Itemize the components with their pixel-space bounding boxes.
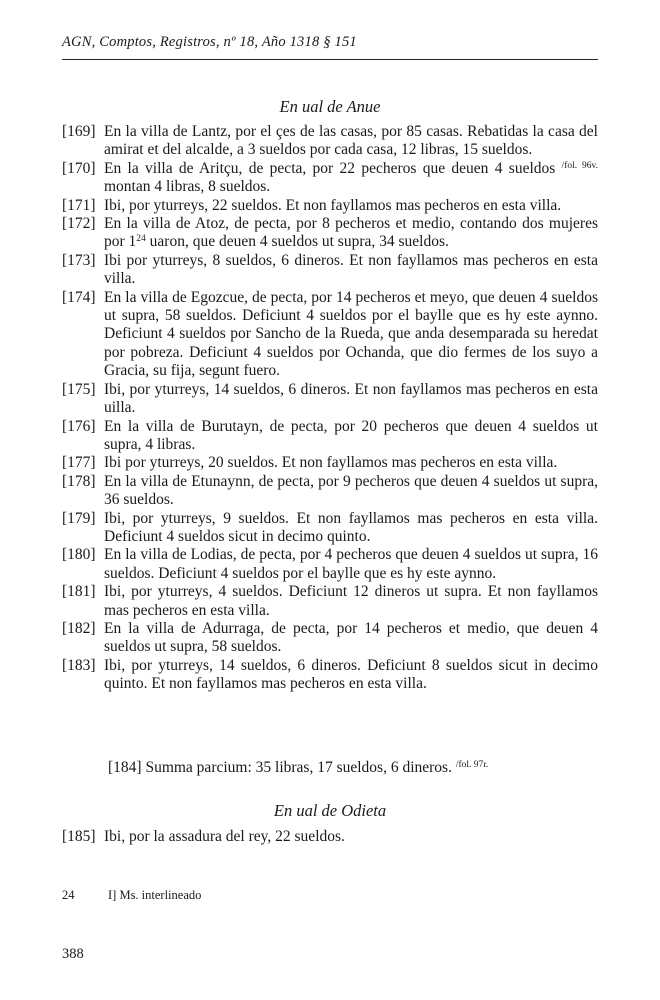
entry-170 (62, 160, 598, 197)
entries-list (62, 123, 598, 694)
entry-number: [171] (62, 196, 96, 214)
footnote-number: 24 (62, 888, 75, 902)
entry-179 (62, 510, 598, 547)
entry-text: Ibi, por yturreys, 4 sueldos. Deficiunt 12 dineros ut supra. Et non fayllamos mas pecheros en esta villa. (104, 583, 598, 619)
entry-text: En la villa de Egozcue, de pecta, por 14 pecheros et meyo, que deuen 4 sueldos ut supra, 58 sueldos. Deficiunt 4 sueldos por el baylle que es hy este aynno. Deficiunt 4 sueldos por Sancho de la Rueda, que anda desemparada su heredat por pobreza. Deficiunt 4 sueldos por Ochanda, que dio fermes de los suyo a Gracia, su fija, segunt fuero. (104, 288, 598, 380)
header-rule (62, 59, 598, 60)
entry-text-part: En la villa de Atoz, de pecta, por 8 pecheros et medio, contando dos mujeres por 1 (104, 215, 598, 251)
entry-text: Ibi, por yturreys, 14 sueldos, 6 dineros. Et non fayllamos mas pecheros en esta uilla. (104, 380, 598, 417)
entry-text: En la villa de Lantz, por el çes de las casas, por 85 casas. Rebatidas la casa del amirat et del alcalde, a 3 sueldos por cada casa, 12 libras, 15 sueldos. (104, 123, 598, 159)
entry-171 (62, 197, 598, 215)
page-number: 388 (62, 946, 84, 962)
entry-text: En la villa de Adurraga, de pecta, por 14 pecheros et medio, que deuen 4 sueldos ut supra, 58 sueldos. (104, 619, 598, 656)
entry-text-part: En la villa de Aritçu, de pecta, por 22 pecheros que deuen 4 sueldos (104, 159, 562, 177)
summa-parcium (108, 759, 488, 777)
entry-174 (62, 289, 598, 381)
entry-text (104, 215, 598, 252)
entry-text: En la villa de Lodias, de pecta, por 4 pecheros que deuen 4 sueldos ut supra, 16 sueldos. Deficiunt 4 sueldos por el baylle que es hy este aynno. (104, 546, 598, 582)
entry-175 (62, 381, 598, 418)
entry-number: [183] (62, 656, 96, 674)
entry-text: Ibi, por yturreys, 9 sueldos. Et non fayllamos mas pecheros en esta villa. Deficiunt 4 sueldos sicut in decimo quinto. (104, 509, 598, 545)
entry-text: Ibi, por yturreys, 22 sueldos. Et non fayllamos mas pecheros en esta villa. (104, 196, 562, 214)
entry-number: [177] (62, 454, 96, 472)
entry-text: Ibi por yturreys, 8 sueldos, 6 dineros. Et non fayllamos mas pecheros en esta villa. (104, 251, 598, 288)
entry-number: [180] (62, 546, 96, 564)
entry-number: [170] (62, 159, 96, 177)
entry-181 (62, 583, 598, 620)
entry-text: Ibi por yturreys, 20 sueldos. Et non fayllamos mas pecheros en esta villa. (104, 454, 558, 472)
entry-text-part: montan 4 libras, 8 sueldos. (104, 178, 271, 196)
entry-number: [172] (62, 215, 96, 233)
entry-number: [173] (62, 251, 96, 269)
entry-text: Ibi, por la assadura del rey, 22 sueldos. (104, 828, 345, 845)
entry-text-part: uaron, que deuen 4 sueldos ut supra, 34 sueldos. (145, 233, 449, 251)
entry-text: En la villa de Etunaynn, de pecta, por 9 pecheros que deuen 4 sueldos ut supra, 36 sueldos. (104, 472, 598, 509)
entry-number: [175] (62, 380, 96, 398)
entry-183 (62, 657, 598, 694)
entry-text: Ibi, por yturreys, 14 sueldos, 6 dineros. Deficiunt 8 sueldos sicut in decimo quinto. Et non fayllamos mas pecheros en esta villa. (104, 656, 598, 693)
entry-number: [178] (62, 472, 96, 490)
entry-180 (62, 546, 598, 583)
entry-185 (62, 828, 598, 846)
footnote-reference: 24 (136, 234, 146, 245)
summa-text: [184] Summa parcium: 35 libras, 17 sueldos, 6 dineros. (108, 759, 456, 776)
section-title-odieta: En ual de Odieta (273, 801, 387, 820)
entry-177 (62, 454, 598, 472)
entry-173 (62, 252, 598, 289)
entry-number: [176] (62, 417, 96, 435)
entry-text (104, 160, 598, 197)
entry-172 (62, 215, 598, 252)
section-title-anue: En ual de Anue (279, 97, 381, 116)
entry-number: [182] (62, 619, 96, 637)
entry-number: [181] (62, 583, 96, 601)
entry-number: [179] (62, 509, 96, 527)
entry-176 (62, 418, 598, 455)
entry-number: [185] (62, 828, 96, 845)
entry-182 (62, 620, 598, 657)
folio-marker: /fol. 96v. (561, 160, 598, 171)
running-head: AGN, Comptos, Registros, nº 18, Año 1318 § 151 (62, 34, 357, 50)
entry-169 (62, 123, 598, 160)
entry-178 (62, 473, 598, 510)
entry-number: [169] (62, 123, 96, 140)
entry-text: En la villa de Burutayn, de pecta, por 20 pecheros que deuen 4 sueldos ut supra, 4 libras. (104, 417, 598, 453)
entry-number: [174] (62, 288, 96, 306)
footnote (62, 888, 201, 903)
footnote-text: I] Ms. interlineado (108, 888, 202, 902)
folio-marker: /fol. 97r. (455, 760, 489, 770)
